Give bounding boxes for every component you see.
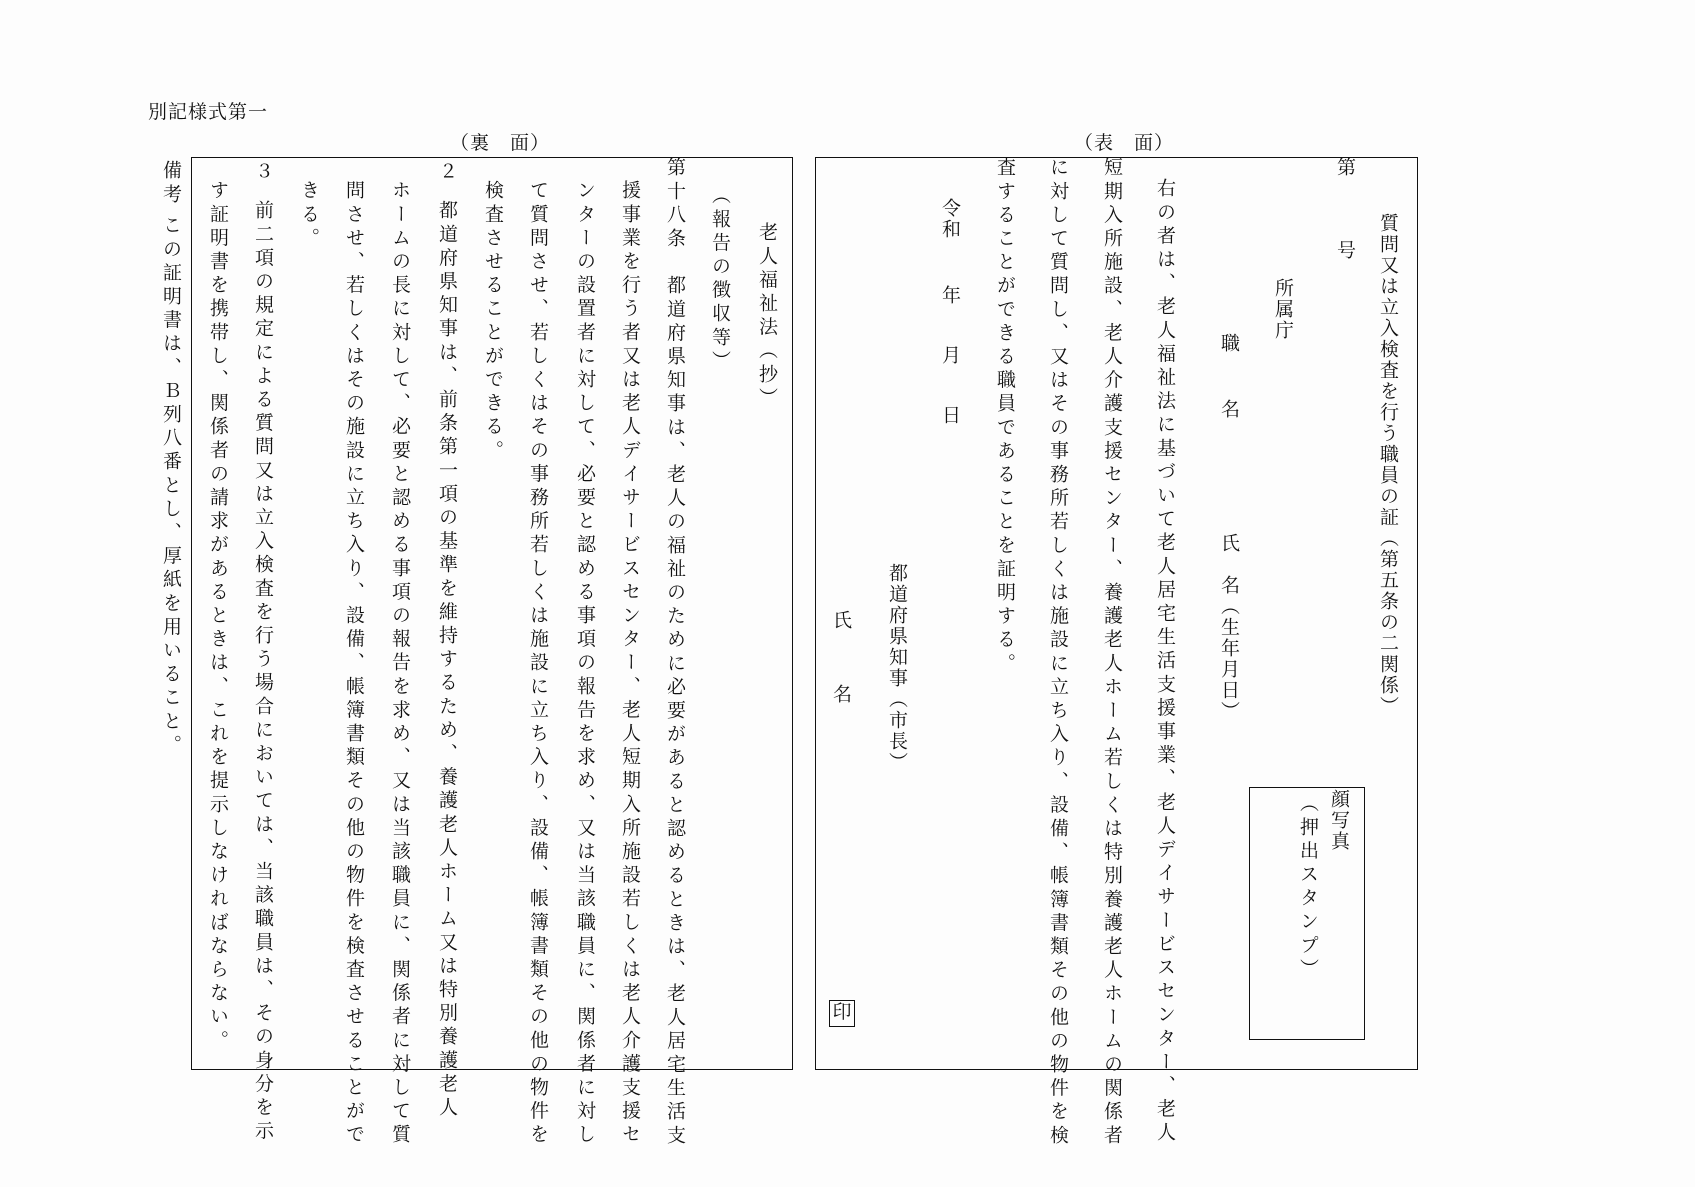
position-label: 職 名 (1218, 333, 1240, 432)
agency-label: 所属庁 (1272, 278, 1294, 341)
para3-number: ３ (252, 161, 274, 185)
remarks-label: 備考 (160, 160, 182, 208)
article-line-1: 第十八条 都道府県知事は、老人の福祉のために必要があると認めるときは、老人居宅生活支 (664, 157, 686, 1149)
para2-line-2: ホームの長に対して、必要と認める事項の報告を求め、又は当該職員に、関係者に対して質 (389, 180, 411, 1148)
section-caption: （報告の徴収等） (709, 185, 731, 374)
para2-line-4: きる。 (298, 180, 320, 251)
para3-line-1: 前二項の規定による質問又は立入検査を行う場合においては、当該職員は、その身分を示 (252, 200, 274, 1144)
certificate-title: 質問又は立入検査を行う職員の証（第五条の二関係） (1377, 213, 1399, 717)
para2-line-1: 都道府県知事は、前条第一項の基準を維持するため、養護老人ホーム又は特別養護老人 (436, 200, 458, 1121)
date-day-label: 日 (939, 405, 961, 429)
date-month-label: 月 (939, 345, 961, 369)
article-line-4: て質問させ、若しくはその事務所若しくは施設に立ち入り、設備、帳簿書類その他の物件を (527, 180, 549, 1148)
date-era: 令和 (939, 198, 961, 240)
number-prefix: 第 (1334, 157, 1356, 181)
body-line-1: 右の者は、老人福祉法に基づいて老人居宅生活支援事業、老人デイサービスセンター、老人 (1154, 178, 1176, 1146)
body-line-4: 査することができる職員であることを証明する。 (994, 157, 1016, 677)
seal-mark: 印 (829, 1000, 855, 1027)
para2-number: ２ (436, 161, 458, 185)
body-line-3: に対して質問し、又はその事務所若しくは施設に立ち入り、設備、帳簿書類その他の物件を検 (1047, 157, 1069, 1149)
number-suffix: 号 (1334, 240, 1356, 264)
remarks-text: この証明書は、Ｂ列八番とし、厚紙を用いること。 (160, 215, 182, 758)
para3-line-2: す証明書を携帯し、関係者の請求があるときは、これを提示しなければならない。 (207, 180, 229, 1054)
date-year-label: 年 (939, 285, 961, 309)
body-line-2: 短期入所施設、老人介護支援センター、養護老人ホーム若しくは特別養護老人ホームの関係者 (1101, 157, 1123, 1149)
article-line-2: 援事業を行う者又は老人デイサービスセンター、老人短期入所施設若しくは老人介護支援セ (619, 180, 641, 1148)
issuer-name-label: 氏 名 (830, 610, 852, 721)
issuer-title: 都道府県知事（市長） (886, 563, 908, 773)
photo-label: 顔写真 (1328, 789, 1350, 852)
name-birthdate-label: 氏 名（生年月日） (1218, 533, 1240, 722)
back-heading: （裏 面） (450, 132, 551, 154)
article-line-5: 検査させることができる。 (482, 180, 504, 464)
article-line-3: ンターの設置者に対して、必要と認める事項の報告を求め、又は当該職員に、関係者に対し (574, 180, 596, 1148)
front-heading: （表 面） (1074, 132, 1175, 154)
photo-stamp-note: （押出スタンプ） (1297, 793, 1319, 982)
law-title: 老人福祉法（抄） (756, 222, 778, 411)
form-label: 別記様式第一 (148, 101, 269, 123)
para2-line-3: 問させ、若しくはその施設に立ち入り、設備、帳簿書類その他の物件を検査させることがで (343, 180, 365, 1148)
